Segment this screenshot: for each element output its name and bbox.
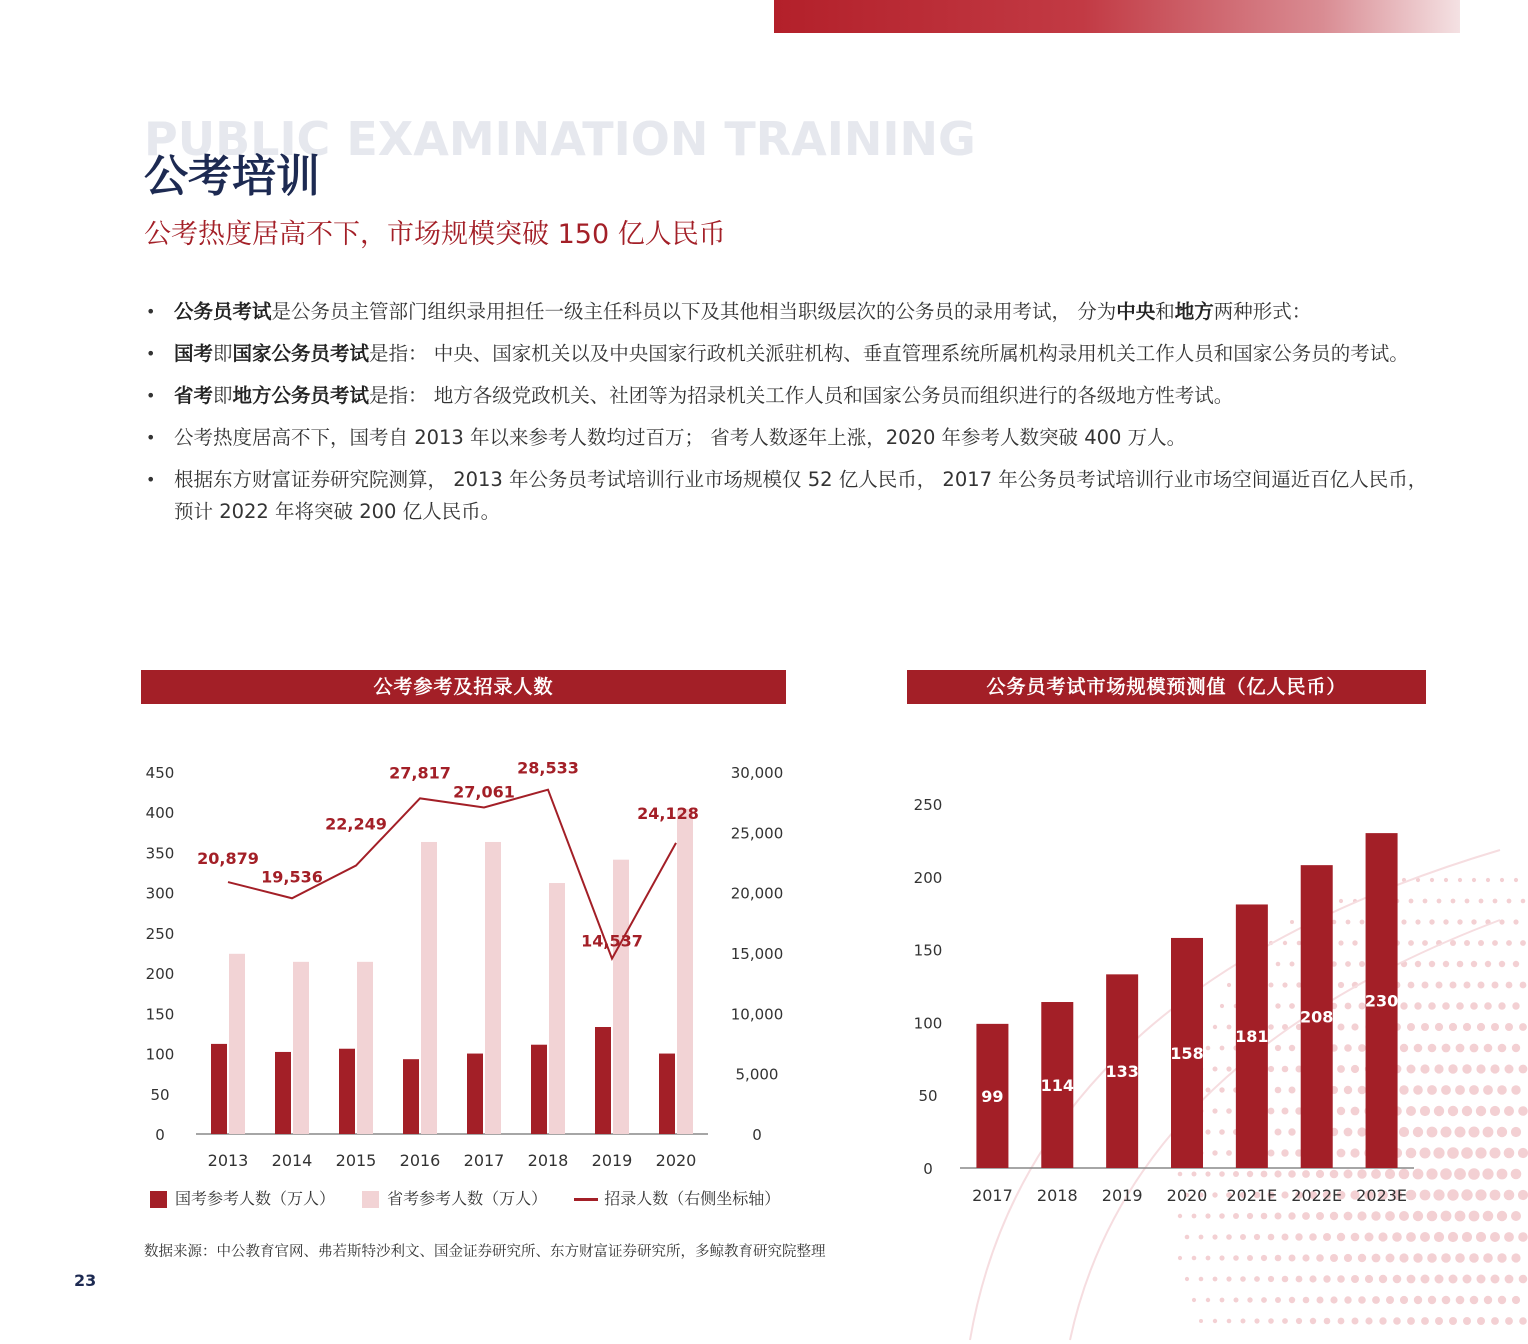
y-right-tick: 25,000	[730, 824, 784, 843]
bar-national	[403, 1059, 419, 1134]
y-right-tick: 5,000	[735, 1065, 779, 1084]
y-tick: 250	[913, 796, 943, 814]
top-accent-bar	[774, 0, 1460, 33]
bullet-item: • 省考即地方公务员考试是指： 地方各级党政机关、社团等为招录机关工作人员和国家公务员而组织进行的各级地方性考试。	[144, 380, 1434, 412]
x-tick-label: 2018	[1036, 1186, 1078, 1205]
bar-provincial	[293, 962, 309, 1134]
y-tick: 200	[913, 868, 943, 887]
recruit-data-label: 20,879	[197, 849, 259, 869]
y-right-tick: 0	[752, 1126, 762, 1144]
y-left-tick: 100	[145, 1045, 175, 1064]
data-source-note: 数据来源：中公教育官网、弗若斯特沙利文、国金证券研究所、东方财富证券研究所，多鲸教育研究院整理	[144, 1244, 826, 1260]
bar-data-label: 114	[1040, 1076, 1074, 1096]
bar-provincial	[421, 842, 437, 1134]
recruit-data-label: 19,536	[261, 867, 323, 887]
watermark-text: PUBLIC EXAMINATION TRAINING	[144, 112, 976, 166]
recruit-data-label: 28,533	[517, 758, 579, 778]
bullet-item: • 国考即国家公务员考试是指： 中央、国家机关以及中央国家行政机关派驻机构、垂直管理系统所属机构录用机关工作人员和国家公务员的考试。	[144, 338, 1434, 370]
bar-provincial	[485, 842, 501, 1134]
x-tick-label: 2014	[271, 1151, 313, 1170]
x-tick-label: 2019	[591, 1151, 633, 1170]
bar-national	[659, 1054, 675, 1134]
y-right-tick: 30,000	[730, 764, 784, 782]
bar-data-label: 181	[1235, 1027, 1269, 1047]
x-tick-label: 2019	[1101, 1186, 1143, 1205]
recruit-data-label: 22,249	[325, 814, 387, 834]
y-left-tick: 150	[145, 1005, 175, 1024]
y-left-tick: 50	[150, 1085, 170, 1104]
y-left-tick: 0	[155, 1126, 165, 1144]
bar-data-label: 208	[1300, 1007, 1334, 1027]
x-tick-label: 2022E	[1291, 1186, 1343, 1205]
x-tick-label: 2013	[207, 1151, 249, 1170]
bar-national	[275, 1052, 291, 1134]
bar-national	[339, 1049, 355, 1134]
y-tick: 50	[918, 1087, 938, 1106]
y-left-tick: 200	[145, 965, 175, 984]
bar-data-label: 99	[981, 1086, 1004, 1106]
recruit-data-label: 27,061	[453, 782, 515, 802]
bar-national	[467, 1054, 483, 1134]
recruit-data-label: 14,537	[581, 931, 643, 951]
bar-national	[531, 1045, 547, 1134]
bar-provincial	[357, 962, 373, 1134]
bar-provincial	[229, 954, 245, 1134]
bar-data-label: 133	[1105, 1062, 1139, 1082]
bullet-item: • 公务员考试是公务员主管部门组织录用担任一级主任科员以下及其他相当职级层次的公务员的录用考试， 分为中央和地方两种形式：	[144, 296, 1434, 328]
recruit-data-label: 24,128	[637, 803, 699, 823]
y-left-tick: 450	[145, 764, 175, 782]
bar-data-label: 158	[1170, 1043, 1204, 1063]
chart2-title: 公务员考试市场规模预测值（亿人民币）	[907, 670, 1426, 704]
y-right-tick: 20,000	[730, 884, 784, 903]
legend-recruit: 招录人数（右侧坐标轴）	[574, 1186, 780, 1209]
y-left-tick: 300	[145, 884, 175, 903]
x-tick-label: 2017	[463, 1151, 505, 1170]
x-tick-label: 2016	[399, 1151, 441, 1170]
y-left-tick: 350	[145, 844, 175, 863]
page-subtitle: 公考热度居高不下，市场规模突破 150 亿人民币	[144, 219, 726, 250]
exam-participants-chart	[0, 740, 800, 1180]
bar-provincial	[677, 809, 693, 1134]
bullet-item: • 公考热度居高不下，国考自 2013 年以来参考人数均过百万； 省考人数逐年上涨，2020 年参考人数突破 400 万人。	[144, 422, 1434, 454]
y-left-tick: 400	[145, 804, 175, 823]
bar-national	[211, 1044, 227, 1134]
chart1-legend	[150, 1186, 802, 1209]
bar-provincial	[613, 860, 629, 1134]
x-tick-label: 2020	[655, 1151, 697, 1170]
y-tick: 150	[913, 941, 943, 960]
market-size-chart	[900, 780, 1460, 1220]
x-tick-label: 2018	[527, 1151, 569, 1170]
x-tick-label: 2020	[1166, 1186, 1208, 1205]
bullet-list	[144, 296, 1434, 538]
bar-data-label: 230	[1364, 991, 1399, 1011]
bullet-item: • 根据东方财富证券研究院测算， 2013 年公务员考试培训行业市场规模仅 52 亿人民币， 2017 年公务员考试培训行业市场空间逼近百亿人民币，预计 2022 年将突破 200 亿人民币。	[144, 464, 1434, 528]
y-left-tick: 250	[145, 924, 175, 943]
y-tick: 100	[913, 1014, 943, 1033]
recruit-data-label: 27,817	[389, 763, 451, 783]
x-tick-label: 2021E	[1226, 1186, 1278, 1205]
legend-provincial: 省考参考人数（万人）	[362, 1186, 547, 1209]
legend-national: 国考参考人数（万人）	[150, 1186, 335, 1209]
bar-provincial	[549, 883, 565, 1134]
x-tick-label: 2015	[335, 1151, 377, 1170]
bar-national	[595, 1027, 611, 1134]
page-title: 公考培训	[144, 151, 320, 202]
y-right-tick: 15,000	[730, 945, 784, 963]
chart1-title: 公考参考及招录人数	[141, 670, 786, 704]
y-right-tick: 10,000	[730, 1005, 784, 1024]
x-tick-label: 2023E	[1356, 1186, 1407, 1205]
y-tick: 0	[923, 1160, 933, 1178]
x-tick-label: 2017	[972, 1186, 1013, 1205]
page-number: 23	[74, 1271, 97, 1290]
